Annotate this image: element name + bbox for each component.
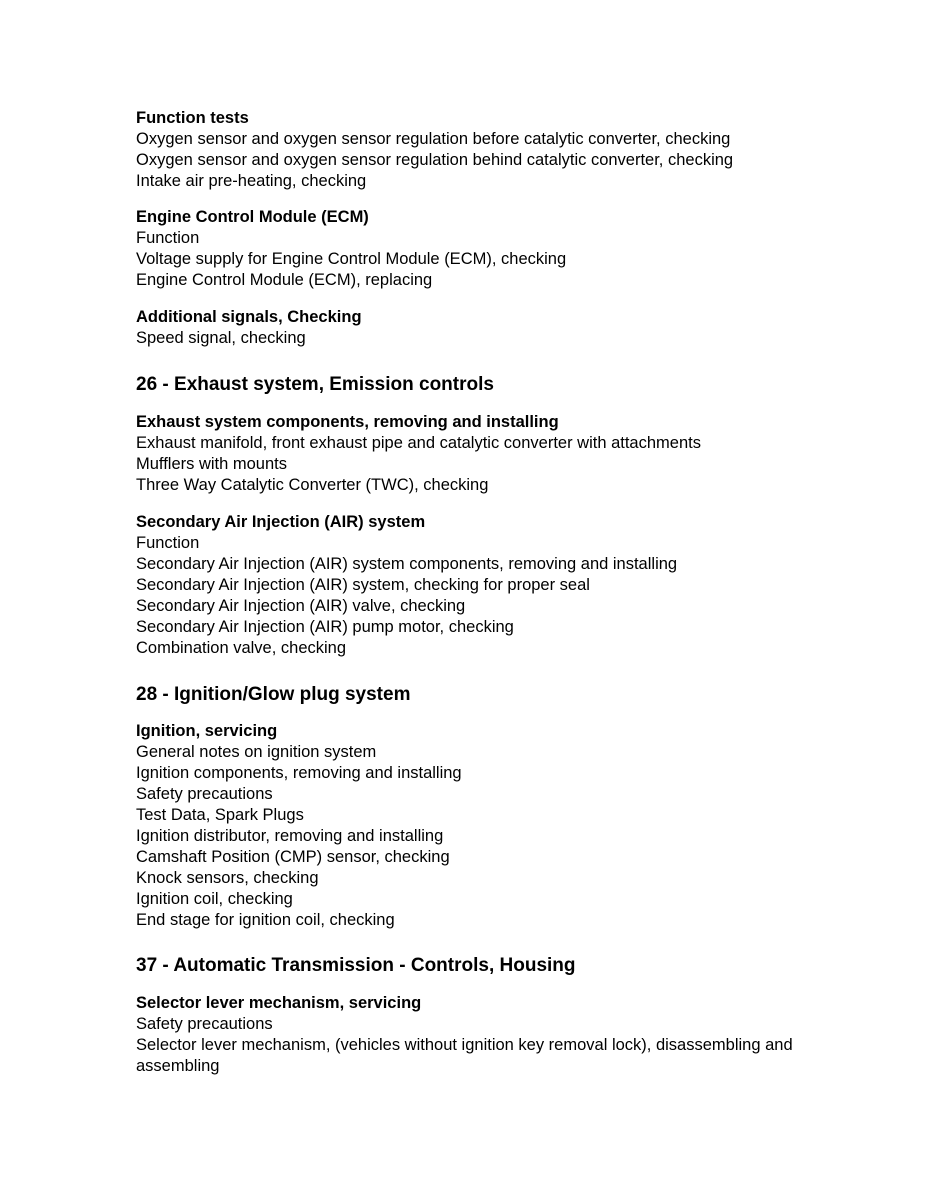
group-exhaust-components [136, 412, 896, 496]
list-item: Exhaust manifold, front exhaust pipe and catalytic converter with attachments [136, 434, 701, 452]
chapter-title: 28 - Ignition/Glow plug system [136, 684, 411, 705]
list-item: Secondary Air Injection (AIR) system components, removing and installing [136, 555, 678, 573]
list-item: Test Data, Spark Plugs [136, 806, 304, 824]
section-heading: Function tests [136, 109, 249, 127]
list-item: Function [136, 229, 200, 247]
list-item: Secondary Air Injection (AIR) system, checking for proper seal [136, 576, 590, 594]
list-item: Speed signal, checking [136, 329, 306, 347]
list-item: Knock sensors, checking [136, 869, 319, 887]
chapter-26 [136, 374, 896, 396]
group-heading: Selector lever mechanism, servicing [136, 994, 422, 1012]
list-item: Voltage supply for Engine Control Module (ECM), checking [136, 250, 567, 268]
list-item: Ignition distributor, removing and installing [136, 827, 444, 845]
group-heading: Exhaust system components, removing and installing [136, 413, 559, 431]
list-item: Function [136, 534, 200, 552]
list-item: Safety precautions [136, 785, 273, 803]
section-additional-signals [136, 307, 896, 349]
list-item: Intake air pre-heating, checking [136, 172, 367, 190]
list-item: Oxygen sensor and oxygen sensor regulation behind catalytic converter, checking [136, 151, 734, 169]
chapter-37 [136, 955, 896, 977]
group-heading: Secondary Air Injection (AIR) system [136, 513, 426, 531]
chapter-title: 26 - Exhaust system, Emission controls [136, 374, 494, 395]
list-item: Mufflers with mounts [136, 455, 287, 473]
section-ecm [136, 207, 896, 291]
list-item: Oxygen sensor and oxygen sensor regulation before catalytic converter, checking [136, 130, 731, 148]
list-item: General notes on ignition system [136, 743, 377, 761]
chapter-28 [136, 684, 896, 706]
group-heading: Ignition, servicing [136, 722, 278, 740]
group-secondary-air [136, 512, 896, 659]
list-item: Three Way Catalytic Converter (TWC), checking [136, 476, 489, 494]
list-item: Camshaft Position (CMP) sensor, checking [136, 848, 450, 866]
list-item: Safety precautions [136, 1015, 273, 1033]
list-item: Combination valve, checking [136, 639, 347, 657]
chapter-title: 37 - Automatic Transmission - Controls, Housing [136, 955, 576, 976]
list-item: Ignition coil, checking [136, 890, 293, 908]
list-item: Ignition components, removing and installing [136, 764, 462, 782]
section-heading: Additional signals, Checking [136, 308, 362, 326]
list-item: End stage for ignition coil, checking [136, 911, 395, 929]
section-heading: Engine Control Module (ECM) [136, 208, 369, 226]
list-item: Engine Control Module (ECM), replacing [136, 271, 433, 289]
group-selector-lever [136, 993, 896, 1077]
list-item: Secondary Air Injection (AIR) pump motor, checking [136, 618, 514, 636]
section-function-tests [136, 108, 896, 192]
list-item: Selector lever mechanism, (vehicles without ignition key removal lock), disassembling and assembling [136, 1036, 793, 1075]
group-ignition-servicing [136, 721, 896, 931]
list-item: Secondary Air Injection (AIR) valve, checking [136, 597, 466, 615]
